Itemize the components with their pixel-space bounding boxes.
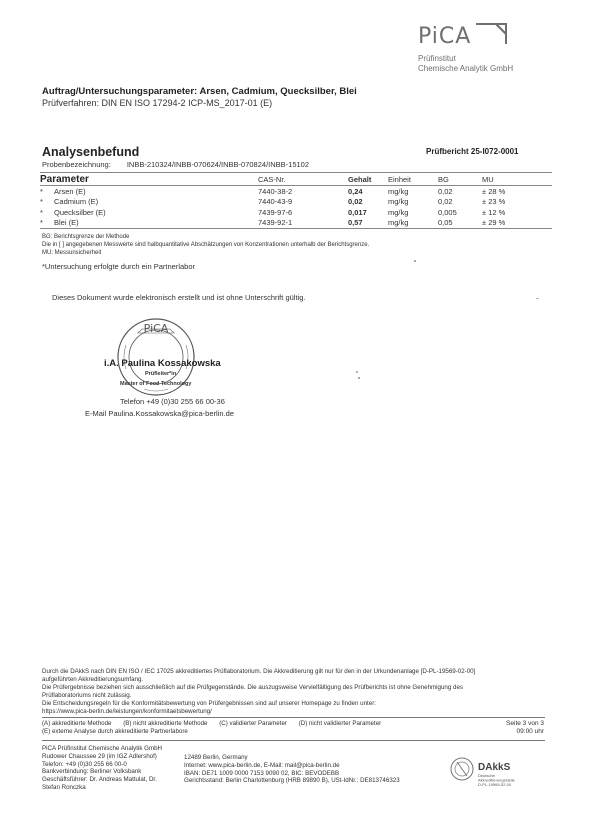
header-unit: Einheit	[388, 173, 438, 186]
row-cas: 7439-97-6	[258, 207, 293, 217]
table-notes	[42, 233, 369, 258]
header-mu: MU	[482, 173, 552, 186]
divider	[42, 740, 545, 741]
order-method: Prüfverfahren: DIN EN ISO 17294-2 ICP-MS_2017-01 (E)	[42, 98, 273, 108]
row-unit: mg/kg	[388, 186, 409, 196]
row-partner-mark: *	[40, 207, 43, 217]
accreditation-line: Durch die DAkkS nach DIN EN ISO / IEC 17025 akkreditiertes Prüflaboratorium. Die Akkreditierung gilt nur für den in der Urkundenanlage [D-PL-19569-02-00]	[42, 668, 476, 675]
report-number: Prüfbericht 25-I072-0001	[426, 147, 519, 156]
footer-line: Gerichtsstand: Berlin Charlottenburg (HRB 89890 B), USt-IdNr.: DE813746323	[184, 777, 400, 785]
stamp-text: PiCA	[143, 322, 169, 335]
header-value: Gehalt	[348, 173, 388, 186]
row-value: 0,017	[348, 207, 367, 217]
scan-speck	[356, 371, 358, 373]
row-mu: ± 23 %	[482, 197, 506, 207]
dakks-logo-icon	[448, 753, 538, 787]
logo-subtitle-line-1: Prüfinstitut	[418, 54, 456, 63]
row-partner-mark: *	[40, 218, 43, 228]
row-value: 0,24	[348, 186, 363, 196]
legend-b: (B) nicht akkreditierte Methode	[123, 720, 208, 727]
row-bg: 0,02	[438, 186, 453, 196]
logo-frame-icon	[474, 22, 508, 46]
header-parameter: Parameter	[40, 173, 258, 186]
footer-company	[42, 745, 162, 792]
row-unit: mg/kg	[388, 197, 409, 207]
row-cas: 7440-43-9	[258, 197, 293, 207]
header-bg: BG	[438, 173, 482, 186]
accreditation-link: https://www.pica-berlin.de/leistungen/konformitaetsbewertung/	[42, 708, 212, 716]
row-unit: mg/kg	[388, 218, 409, 228]
row-parameter: Arsen (E)	[54, 186, 86, 196]
row-bg: 0,02	[438, 197, 453, 207]
dakks-word: DAkkS	[478, 762, 511, 773]
signer-role: Prüfleiter*in	[145, 371, 177, 377]
order-title: Auftrag/Untersuchungsparameter: Arsen, Cadmium, Quecksilber, Blei	[42, 86, 357, 97]
footer-line: Geschäftsführer: Dr. Andreas Mattulat, Dr.	[42, 776, 157, 784]
footer-line: Stefan Ronczka	[42, 783, 86, 791]
row-parameter: Blei (E)	[54, 218, 79, 228]
row-unit: mg/kg	[388, 207, 409, 217]
row-value: 0,02	[348, 197, 363, 207]
logo-wordmark: PiCA	[418, 24, 472, 49]
accreditation-line: aufgeführten Akkreditierungsumfang.	[42, 676, 144, 684]
logo-subtitle	[418, 54, 513, 73]
table-header-row	[40, 173, 552, 186]
scan-speck	[536, 298, 539, 299]
row-parameter: Quecksilber (E)	[54, 207, 106, 217]
dakks-line-1: Deutsche	[478, 773, 495, 778]
note-bg: BG: Berichtsgrenze der Methode	[42, 234, 130, 240]
sample-designation	[42, 160, 309, 169]
page-number: Seite 3 von 3	[506, 720, 544, 727]
accreditation-line: Die Prüfergebnisse beziehen sich ausschließlich auf die Prüfgegenstände. Die auszugsweise Vervielfältigung des Prüfberichts ist ohne Genehmigung des	[42, 684, 463, 692]
legend-c: (C) validierter Parameter	[219, 720, 287, 727]
row-cas: 7439-92-1	[258, 218, 293, 228]
partner-note: *Untersuchung erfolgte durch ein Partnerlabor	[42, 262, 196, 271]
footer-line: Telefon: +49 (0)30 255 66 00-0	[42, 760, 127, 768]
scan-speck	[414, 260, 416, 262]
table-row	[40, 207, 552, 218]
footer-contact	[184, 754, 400, 785]
scan-speck	[358, 377, 360, 379]
row-bg: 0,005	[438, 207, 457, 217]
legend-line-1	[42, 720, 381, 728]
table-row	[40, 197, 552, 208]
row-partner-mark: *	[40, 186, 43, 196]
dakks-line-2: Akkreditierungsstelle	[478, 777, 515, 783]
header-cas: CAS-Nr.	[258, 173, 348, 186]
note-brackets: Die in [ ] angegebenen Messwerte sind halbquantitative Abschätzungen von Konzentrationen unterhalb der Berichtsgrenze.	[42, 242, 370, 249]
row-bg: 0,05	[438, 218, 453, 228]
accreditation-line: Prüflaboratoriums nicht zulässig.	[42, 692, 132, 700]
footer-line: Internet: www.pica-berlin.de, E-Mail: mail@pica-berlin.de	[184, 761, 340, 769]
legend-d: (D) nicht validierter Parameter	[298, 720, 382, 727]
divider	[42, 717, 545, 718]
signer-degree: Master of Food Technology	[120, 381, 192, 387]
accreditation-statement	[42, 668, 562, 717]
pica-logo	[418, 18, 528, 76]
sample-value: INBB-210324/INBB-070624/INBB-070824/INBB-15102	[126, 160, 310, 169]
sample-label: Probenbezeichnung:	[42, 160, 111, 169]
row-cas: 7440-38-2	[258, 186, 293, 196]
logo-subtitle-line-2: Chemische Analytik GmbH	[418, 63, 514, 73]
footer-line: IBAN: DE71 1009 0000 7153 9090 02, BIC: BEVODEBB	[184, 769, 340, 777]
signer-phone: Telefon +49 (0)30 255 66 00-36	[120, 397, 225, 406]
row-mu: ± 12 %	[482, 207, 506, 217]
table-row	[40, 186, 552, 197]
table-row	[40, 218, 552, 229]
page-time: 09:00 uhr	[516, 728, 544, 735]
legend-a: (A) akkreditierte Methode	[42, 720, 112, 727]
footer-line: 12489 Berlin, Germany	[184, 754, 248, 761]
electronic-signature-note: Dieses Dokument wurde elektronisch erstellt und ist ohne Unterschrift gültig.	[52, 293, 306, 302]
row-value: 0,57	[348, 218, 363, 228]
dakks-line-3: D-PL-19569-02-00	[478, 782, 512, 787]
footer-line: PiCA Prüfinstitut Chemische Analytik GmbH	[42, 745, 163, 752]
row-parameter: Cadmium (E)	[54, 197, 99, 207]
footer-line: Bankverbindung: Berliner Volksbank	[42, 768, 142, 776]
report-title: Analysenbefund	[42, 145, 140, 159]
note-mu: MU: Messunsicherheit	[42, 250, 102, 257]
page-info	[484, 720, 544, 736]
row-partner-mark: *	[40, 197, 43, 207]
method-legend	[42, 720, 381, 736]
results-table	[40, 172, 552, 229]
signer-email: E-Mail Paulina.Kossakowska@pica-berlin.de	[85, 409, 234, 418]
legend-e: (E) externe Analyse durch akkreditierte Partnerlabore	[42, 728, 188, 735]
row-mu: ± 28 %	[482, 186, 506, 196]
row-mu: ± 29 %	[482, 218, 506, 228]
signer-name: i.A. Paulina Kossakowska	[104, 358, 221, 369]
accreditation-line: Die Entscheidungsregeln für die Konformitätsbewertung von Prüfergebnissen sind auf unserer Homepage zu finden unter:	[42, 700, 376, 708]
footer-line: Rudower Chaussee 29 (im IGZ Adlershof)	[42, 752, 157, 760]
